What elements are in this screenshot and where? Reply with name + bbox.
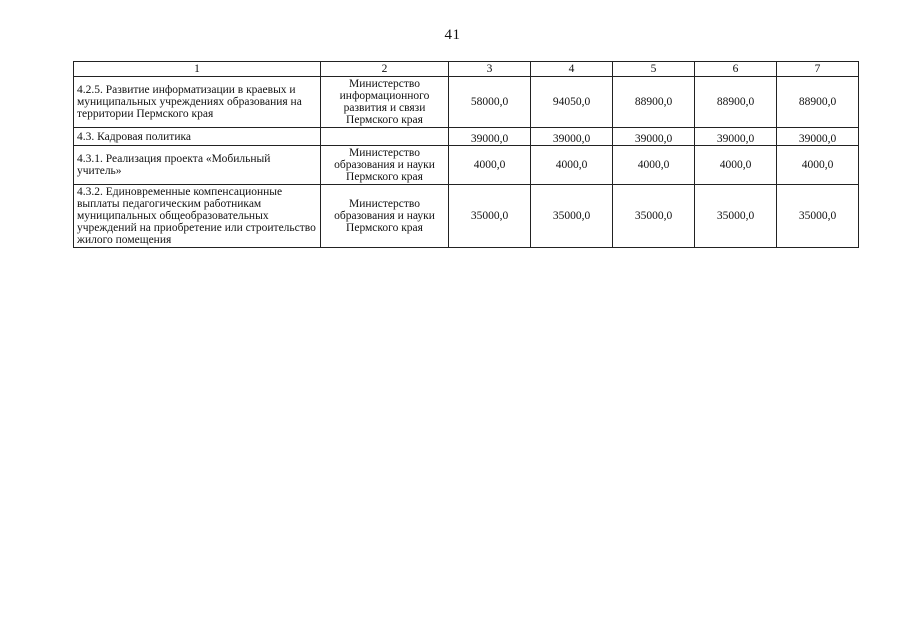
table-header-row bbox=[74, 62, 859, 77]
column-header: 7 bbox=[777, 62, 859, 77]
value-cell: 35000,0 bbox=[613, 185, 695, 248]
value-cell: 4000,0 bbox=[449, 146, 531, 185]
organization-cell bbox=[321, 128, 449, 146]
value-cell: 39000,0 bbox=[695, 128, 777, 146]
value-cell: 88900,0 bbox=[695, 77, 777, 128]
value-cell: 35000,0 bbox=[531, 185, 613, 248]
value-cell: 39000,0 bbox=[613, 128, 695, 146]
table-row bbox=[74, 128, 859, 146]
value-cell: 4000,0 bbox=[777, 146, 859, 185]
column-header: 3 bbox=[449, 62, 531, 77]
value-cell: 35000,0 bbox=[777, 185, 859, 248]
column-header: 5 bbox=[613, 62, 695, 77]
page-number: 41 bbox=[444, 27, 461, 43]
table-row bbox=[74, 146, 859, 185]
value-cell: 35000,0 bbox=[449, 185, 531, 248]
value-cell: 4000,0 bbox=[695, 146, 777, 185]
item-name-cell: 4.3.2. Единовременные компенсационные выплаты педагогическим работникам муниципальных общеобразовательных учреждений на приобретение или строительство жилого помещения bbox=[74, 185, 321, 248]
column-header: 2 bbox=[321, 62, 449, 77]
column-header: 1 bbox=[74, 62, 321, 77]
value-cell: 39000,0 bbox=[449, 128, 531, 146]
table-row bbox=[74, 185, 859, 248]
item-name-cell: 4.3. Кадровая политика bbox=[74, 128, 321, 146]
value-cell: 39000,0 bbox=[777, 128, 859, 146]
organization-cell: Министерство образования и науки Пермского края bbox=[321, 146, 449, 185]
value-cell: 35000,0 bbox=[695, 185, 777, 248]
value-cell: 58000,0 bbox=[449, 77, 531, 128]
value-cell: 4000,0 bbox=[531, 146, 613, 185]
column-header: 6 bbox=[695, 62, 777, 77]
value-cell: 4000,0 bbox=[613, 146, 695, 185]
table-row bbox=[74, 77, 859, 128]
column-header: 4 bbox=[531, 62, 613, 77]
organization-cell: Министерство информационного развития и связи Пермского края bbox=[321, 77, 449, 128]
value-cell: 39000,0 bbox=[531, 128, 613, 146]
value-cell: 88900,0 bbox=[613, 77, 695, 128]
item-name-cell: 4.2.5. Развитие информатизации в краевых и муниципальных учреждениях образования на территории Пермского края bbox=[74, 77, 321, 128]
organization-cell: Министерство образования и науки Пермского края bbox=[321, 185, 449, 248]
budget-table bbox=[73, 61, 859, 248]
value-cell: 88900,0 bbox=[777, 77, 859, 128]
item-name-cell: 4.3.1. Реализация проекта «Мобильный учитель» bbox=[74, 146, 321, 185]
value-cell: 94050,0 bbox=[531, 77, 613, 128]
